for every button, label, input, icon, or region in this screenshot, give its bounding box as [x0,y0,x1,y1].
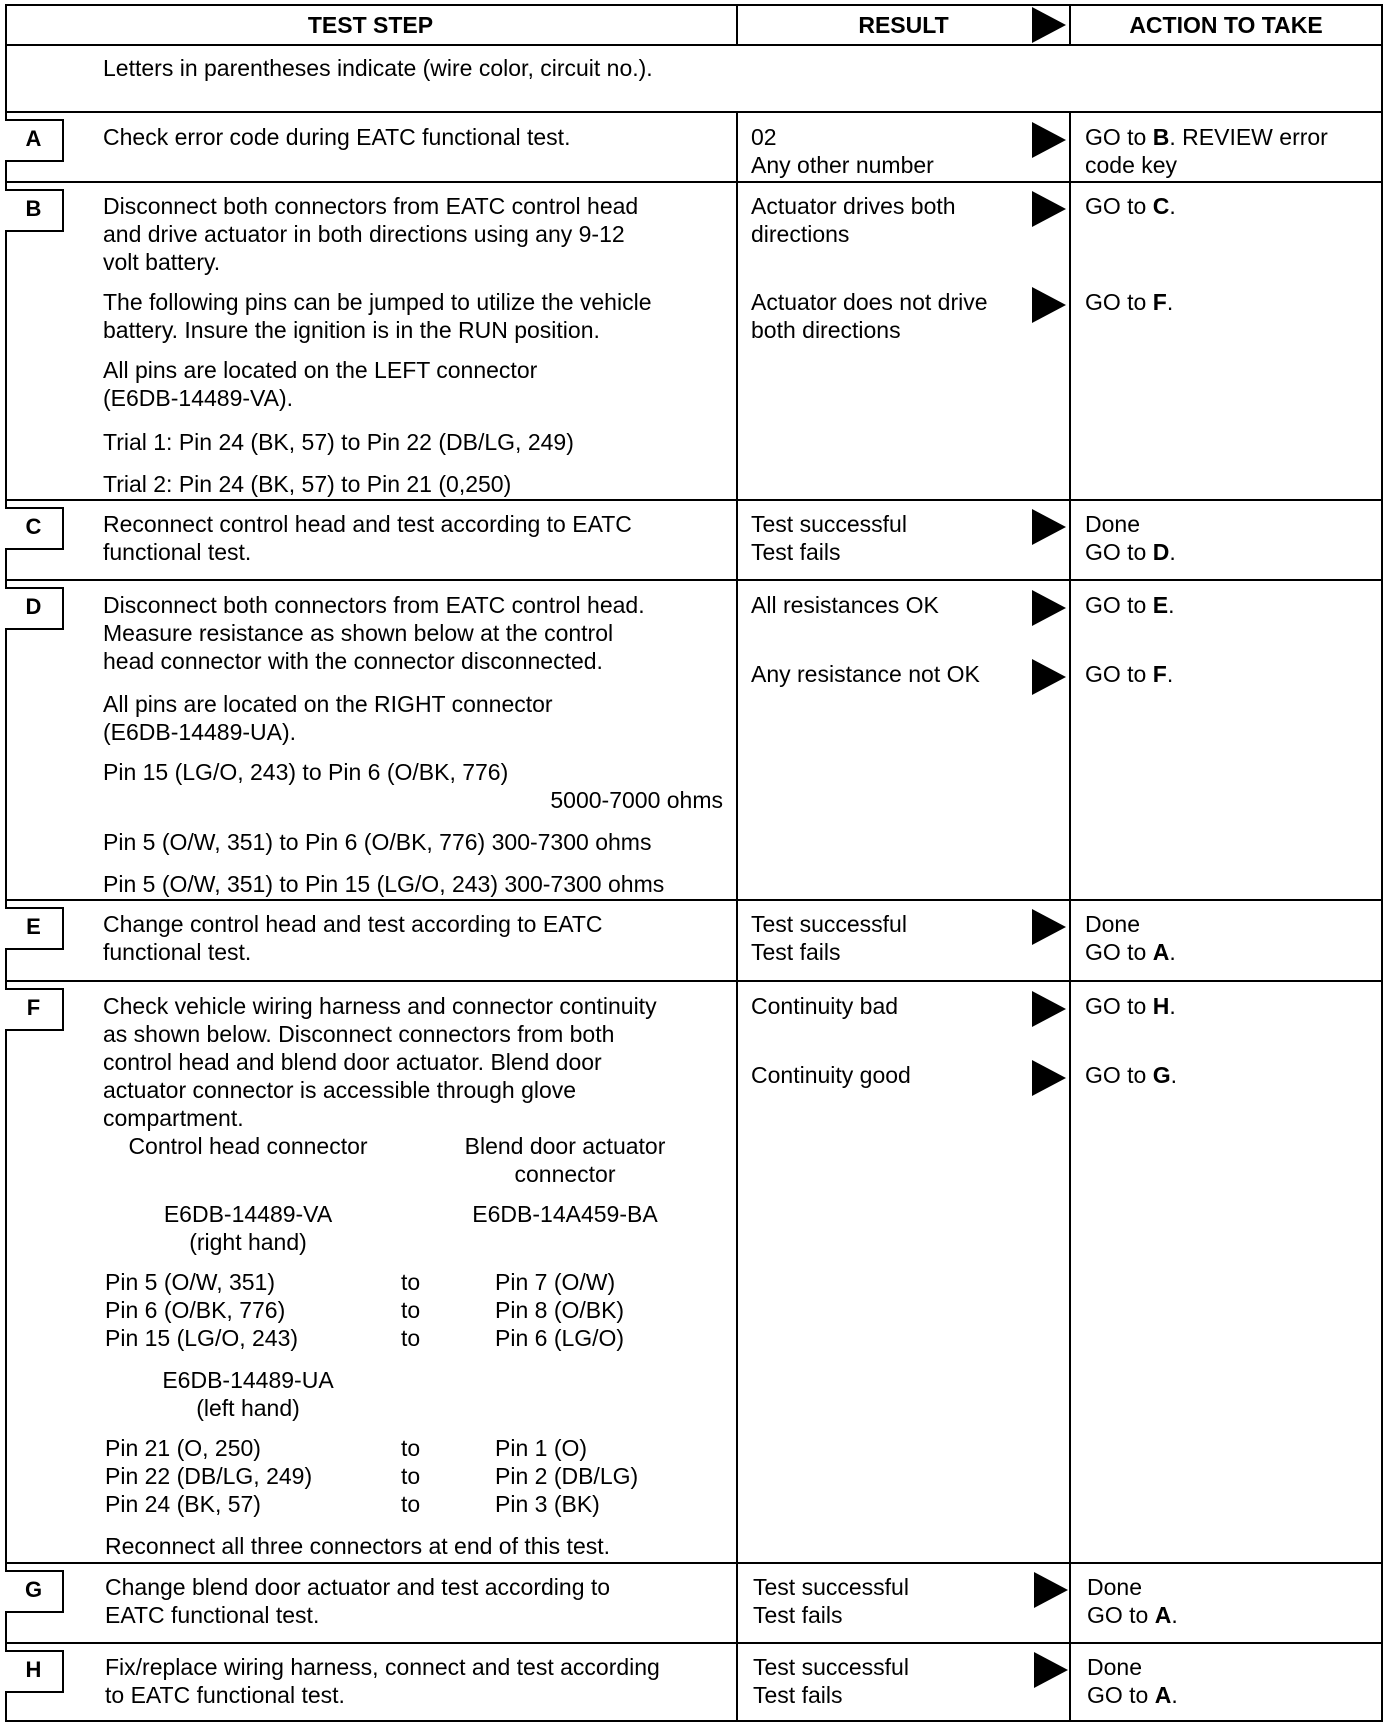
rule-col2 [1069,111,1071,1722]
pin-row-from: Pin 15 (LG/O, 243) [105,1325,299,1351]
step-f-connector-va: E6DB-14489-VA (right hand) [163,1201,333,1255]
header-action: ACTION TO TAKE [1129,12,1323,38]
step-f-connector-ba: E6DB-14A459-BA [472,1201,658,1227]
rule-col1 [736,111,738,1722]
step-c-action: Done GO to D. [1085,511,1176,565]
step-f-para1: Check vehicle wiring harness and connector continuity as shown below. Disconnect connectors from both control head and blend door actuator. Blend door actuator connector is accessible through glove compartment. [103,993,657,1131]
rule-b [5,499,1383,501]
rule-right [1381,4,1383,1722]
header-arrow-icon [1032,7,1066,43]
step-d-ohms1: 5000-7000 ohms [550,787,723,813]
rule-left [5,4,7,1722]
pin-row-dest: Pin 3 (BK) [495,1491,600,1517]
step-f-action2: GO to G. [1085,1062,1178,1088]
step-label-b: B [5,189,64,232]
pin-row-from: Pin 21 (O, 250) [105,1435,261,1461]
pin-row-to: to [401,1491,421,1517]
step-b-action1: GO to C. [1085,193,1176,219]
step-label-e: E [5,907,64,950]
step-a-result: 02 Any other number [751,124,934,178]
rule-bottom [5,1720,1383,1722]
pin-row-to: to [401,1435,421,1461]
rule-g [5,1642,1383,1644]
rule-c [5,579,1383,581]
arrow-icon [1032,1060,1066,1096]
step-g-action: Done GO to A. [1087,1574,1178,1628]
rule-d [5,899,1383,901]
pin-row-from: Pin 6 (O/BK, 776) [105,1297,286,1323]
step-h-result: Test successful Test fails [753,1654,909,1708]
step-c-text: Reconnect control head and test according to EATC functional test. [103,511,632,565]
step-b-para1: Disconnect both connectors from EATC control head and drive actuator in both directions using any 9-12 volt battery. [103,193,639,275]
step-e-text: Change control head and test according to EATC functional test. [103,911,603,965]
rule-e [5,980,1383,982]
pin-row-dest: Pin 6 (LG/O) [495,1325,625,1351]
arrow-icon [1032,191,1066,227]
arrow-icon [1032,909,1066,945]
pin-row-to: to [401,1325,421,1351]
step-a-text: Check error code during EATC functional test. [103,124,571,150]
step-e-action: Done GO to A. [1085,911,1176,965]
header-test-step: TEST STEP [307,12,434,38]
step-label-a: A [5,119,64,162]
step-f-action1: GO to H. [1085,993,1176,1019]
rule-top [5,4,1383,6]
step-b-result1: Actuator drives both directions [751,193,956,247]
pin-row-dest: Pin 1 (O) [495,1435,588,1461]
arrow-icon [1032,122,1066,158]
step-d-result2: Any resistance not OK [751,661,980,687]
pin-row-from: Pin 22 (DB/LG, 249) [105,1463,313,1489]
step-a-action: GO to B. REVIEW error code key [1085,124,1328,178]
pin-row-dest: Pin 2 (DB/LG) [495,1463,639,1489]
step-d-pin5-pin15: Pin 5 (O/W, 351) to Pin 15 (LG/O, 243) 300-7300 ohms [103,871,665,897]
step-label-h: H [5,1650,64,1693]
rule-note [5,111,1383,113]
diagnostic-table [5,4,1383,1722]
rule-header [5,44,1383,46]
arrow-icon [1032,287,1066,323]
step-c-result: Test successful Test fails [751,511,907,565]
step-label-c: C [5,507,64,550]
step-b-action2: GO to F. [1085,289,1174,315]
arrow-icon [1034,1652,1068,1688]
arrow-icon [1032,659,1066,695]
step-h-action: Done GO to A. [1087,1654,1178,1708]
step-d-para2: All pins are located on the RIGHT connector (E6DB-14489-UA). [103,691,553,745]
pin-row-from: Pin 24 (BK, 57) [105,1491,261,1517]
header-result: RESULT [858,12,949,38]
step-f-connector-ua: E6DB-14489-UA (left hand) [162,1367,334,1421]
step-d-para1: Disconnect both connectors from EATC control head. Measure resistance as shown below at the control head connector with the connector disconnected. [103,592,645,674]
step-b-para3: All pins are located on the LEFT connector (E6DB-14489-VA). [103,357,538,411]
step-f-footer: Reconnect all three connectors at end of this test. [105,1533,611,1559]
step-h-text: Fix/replace wiring harness, connect and test according to EATC functional test. [105,1654,660,1708]
step-f-result2: Continuity good [751,1062,911,1088]
step-label-g: G [5,1570,64,1613]
step-b-para2: The following pins can be jumped to utilize the vehicle battery. Insure the ignition is in the RUN position. [103,289,652,343]
rule-f [5,1562,1383,1564]
arrow-icon [1034,1572,1068,1608]
rule-a [5,181,1383,183]
step-label-f: F [5,988,64,1031]
pin-row-to: to [401,1269,421,1295]
pin-row-to: to [401,1463,421,1489]
pin-row-dest: Pin 8 (O/BK) [495,1297,625,1323]
step-d-action1: GO to E. [1085,592,1175,618]
step-b-trial1: Trial 1: Pin 24 (BK, 57) to Pin 22 (DB/LG, 249) [103,429,574,455]
step-g-text: Change blend door actuator and test according to EATC functional test. [105,1574,611,1628]
pin-row-from: Pin 5 (O/W, 351) [105,1269,276,1295]
arrow-icon [1032,590,1066,626]
arrow-icon [1032,509,1066,545]
step-f-result1: Continuity bad [751,993,899,1019]
step-d-pin15-pin6: Pin 15 (LG/O, 243) to Pin 6 (O/BK, 776) [103,759,509,785]
pin-row-to: to [401,1297,421,1323]
step-b-trial2: Trial 2: Pin 24 (BK, 57) to Pin 21 (0,250) [103,471,512,497]
note-text: Letters in parentheses indicate (wire color, circuit no.). [103,55,653,81]
step-f-blend-door-heading: Blend door actuator connector [464,1133,666,1187]
pin-row-dest: Pin 7 (O/W) [495,1269,616,1295]
step-d-result1: All resistances OK [751,592,939,618]
step-e-result: Test successful Test fails [751,911,907,965]
step-f-control-head-heading: Control head connector [128,1133,368,1159]
step-d-pin5-pin6: Pin 5 (O/W, 351) to Pin 6 (O/BK, 776) 300-7300 ohms [103,829,652,855]
step-g-result: Test successful Test fails [753,1574,909,1628]
step-b-result2: Actuator does not drive both directions [751,289,988,343]
step-d-action2: GO to F. [1085,661,1174,687]
arrow-icon [1032,991,1066,1027]
step-label-d: D [5,587,64,630]
